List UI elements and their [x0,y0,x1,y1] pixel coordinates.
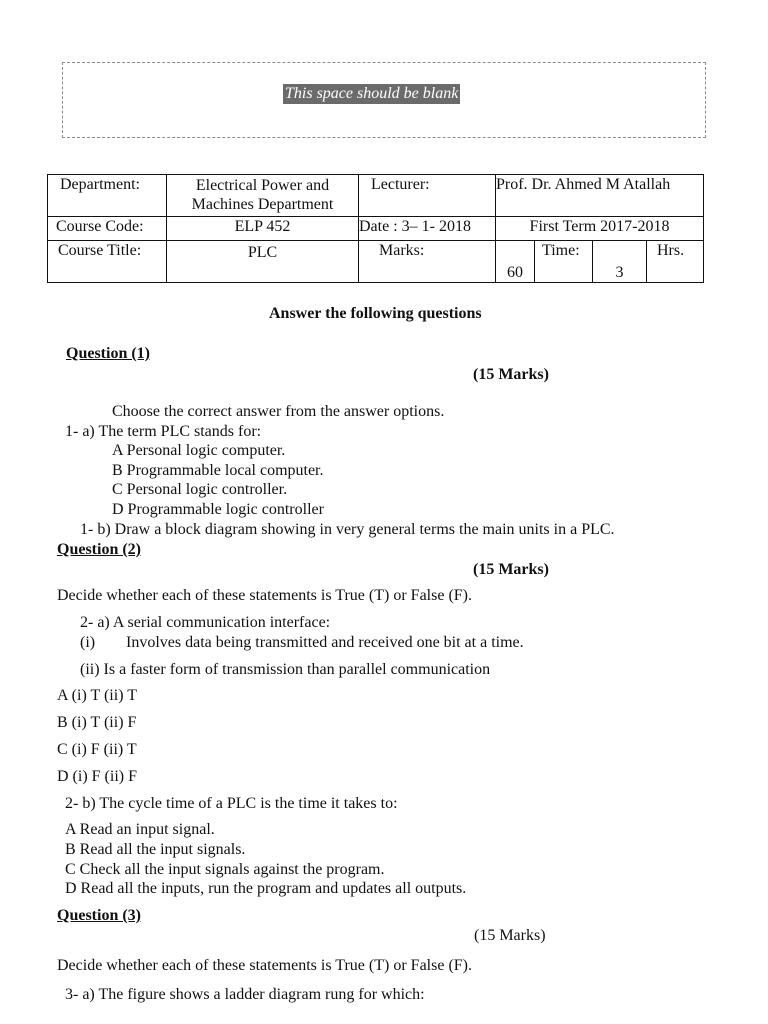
question-2a-option: D (i) F (ii) F [57,768,137,785]
question-2-intro: Decide whether each of these statements is True (T) or False (F). [57,587,472,604]
marks-value: 60 [496,241,535,283]
question-1a-option: B Programmable local computer. [112,462,324,479]
department-value: Electrical Power and Machines Department [167,175,359,217]
question-2b-option: A Read an input signal. [65,821,215,838]
question-2a-option: B (i) T (ii) F [57,714,137,731]
exam-date: Date : 3– 1- 2018 [359,217,496,241]
question-1b-prompt: 1- b) Draw a block diagram showing in very general terms the main units in a PLC. [80,521,615,538]
question-1a-option: C Personal logic controller. [112,481,288,498]
course-code-label: Course Code: [48,217,167,241]
course-title-value: PLC [167,241,359,283]
exam-header-table [47,174,704,283]
question-3-title-text: Question (3) [57,907,141,924]
question-2b-option: B Read all the input signals. [65,841,246,858]
question-2a-prompt: 2- a) A serial communication interface: [80,614,331,631]
time-label: Time: [535,241,593,283]
lecturer-value: Prof. Dr. Ahmed M Atallah [496,175,704,217]
hrs-label: Hrs. [647,241,704,283]
question-2a-statement-i-number: (i) [80,634,96,651]
question-2a-statement-ii: (ii) Is a faster form of transmission than parallel communication [80,661,491,678]
question-3a-prompt: 3- a) The figure shows a ladder diagram rung for which: [65,986,425,1003]
course-code-value: ELP 452 [167,217,359,241]
question-1a-option: A Personal logic computer. [112,442,286,459]
marks-label: Marks: [359,241,496,283]
instructions-heading: Answer the following questions [269,305,482,322]
question-1-intro: Choose the correct answer from the answer options. [112,403,445,420]
question-1-marks: (15 Marks) [473,366,549,383]
question-1-title: Question (1) [66,345,150,362]
question-2b-option: C Check all the input signals against the program. [65,861,385,878]
question-2a-option: C (i) F (ii) T [57,741,137,758]
course-title-label: Course Title: [48,241,167,283]
question-3-title [57,906,155,925]
question-2-marks: (15 Marks) [473,561,549,578]
lecturer-label: Lecturer: [359,175,496,217]
blank-space-note: This space should be blank [283,84,460,104]
question-1a-prompt: 1- a) The term PLC stands for: [65,423,262,440]
question-2-title: Question (2) [57,541,141,558]
question-3-marks: (15 Marks) [474,927,546,944]
question-2b-option: D Read all the inputs, run the program and updates all outputs. [65,880,467,897]
time-value: 3 [593,241,647,283]
question-2a-statement-i: Involves data being transmitted and received one bit at a time. [126,634,524,651]
question-2b-prompt: 2- b) The cycle time of a PLC is the time it takes to: [65,795,398,812]
question-2a-option: A (i) T (ii) T [57,687,137,704]
question-1a-option: D Programmable logic controller [112,501,324,518]
question-3-intro: Decide whether each of these statements is True (T) or False (F). [57,957,472,974]
department-label: Department: [48,175,167,217]
exam-term: First Term 2017-2018 [496,217,704,241]
